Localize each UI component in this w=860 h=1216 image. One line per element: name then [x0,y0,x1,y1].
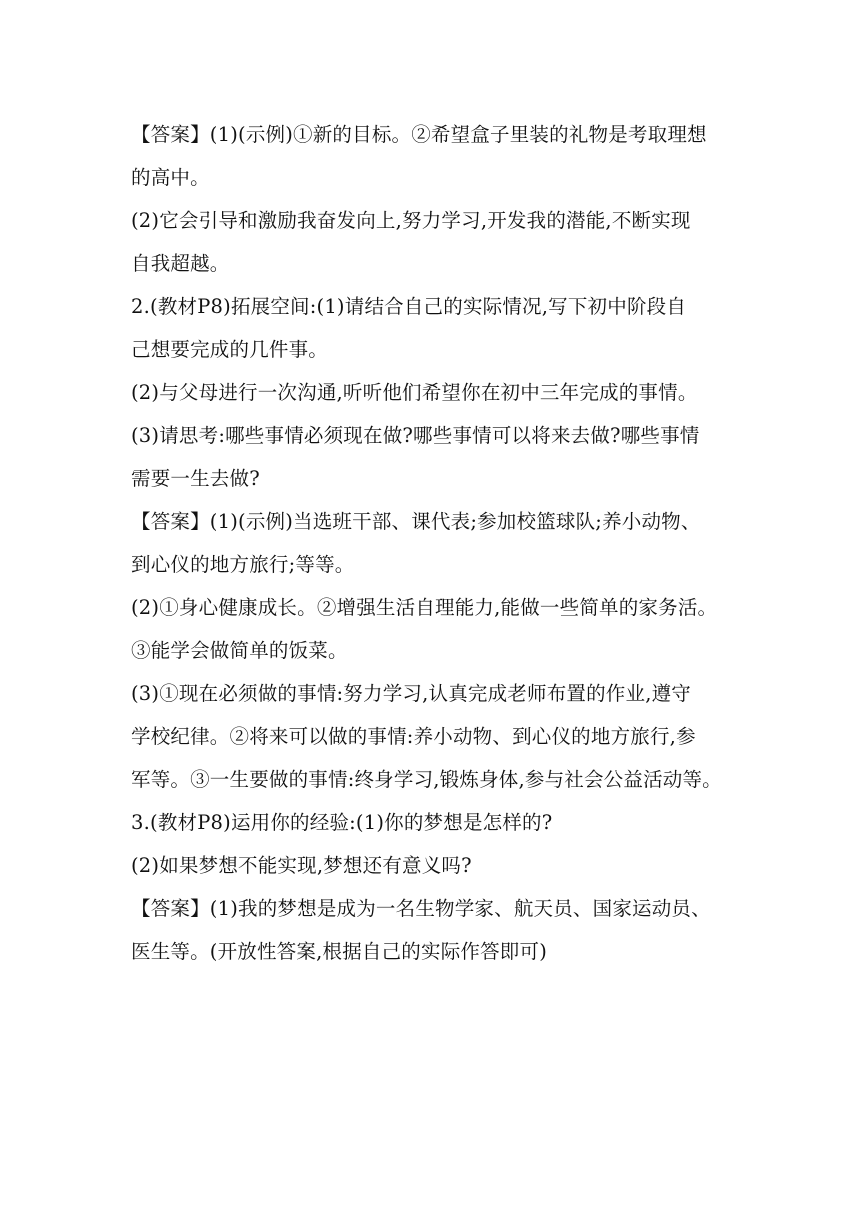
question-3-line-1: 3.(教材P8)运用你的经验:(1)你的梦想是怎样的? [131,811,553,834]
answer-3-line-2: 医生等。(开放性答案,根据自己的实际作答即可) [131,940,548,963]
question-2-line-1: 2.(教材P8)拓展空间:(1)请结合自己的实际情况,写下初中阶段自 [131,295,687,318]
question-3-line-2: (2)如果梦想不能实现,梦想还有意义吗? [131,854,472,877]
answer-2-line-5: (3)①现在必须做的事情:努力学习,认真完成老师布置的作业,遵守 [131,682,691,705]
answer-1-line-4: 自我超越。 [131,252,230,275]
answer-2-line-2: 到心仪的地方旅行;等等。 [131,553,355,576]
question-2-line-2: 己想要完成的几件事。 [131,338,329,361]
answer-2-line-6: 学校纪律。②将来可以做的事情:养小动物、到心仪的地方旅行,参 [131,725,696,748]
question-2-line-3: (2)与父母进行一次沟通,听听他们希望你在初中三年完成的事情。 [131,381,698,404]
document-body [131,113,751,973]
answer-2-line-1: 【答案】(1)(示例)当选班干部、课代表;参加校篮球队;养小动物、 [131,510,701,533]
answer-1-line-3: (2)它会引导和激励我奋发向上,努力学习,开发我的潜能,不断实现 [131,209,691,232]
answer-1-line-2: 的高中。 [131,166,210,189]
question-2-line-4: (3)请思考:哪些事情必须现在做?哪些事情可以将来去做?哪些事情 [131,424,700,447]
answer-1-line-1: 【答案】(1)(示例)①新的目标。②希望盒子里装的礼物是考取理想 [131,123,707,146]
answer-2-line-4: ③能学会做简单的饭菜。 [131,639,348,662]
answer-3-line-1: 【答案】(1)我的梦想是成为一名生物学家、航天员、国家运动员、 [131,897,711,920]
question-2-line-5: 需要一生去做? [131,467,260,490]
answer-2-line-7: 军等。③一生要做的事情:终身学习,锻炼身体,参与社会公益活动等。 [131,768,722,791]
answer-2-line-3: (2)①身心健康成长。②增强生活自理能力,能做一些简单的家务活。 [131,596,718,619]
